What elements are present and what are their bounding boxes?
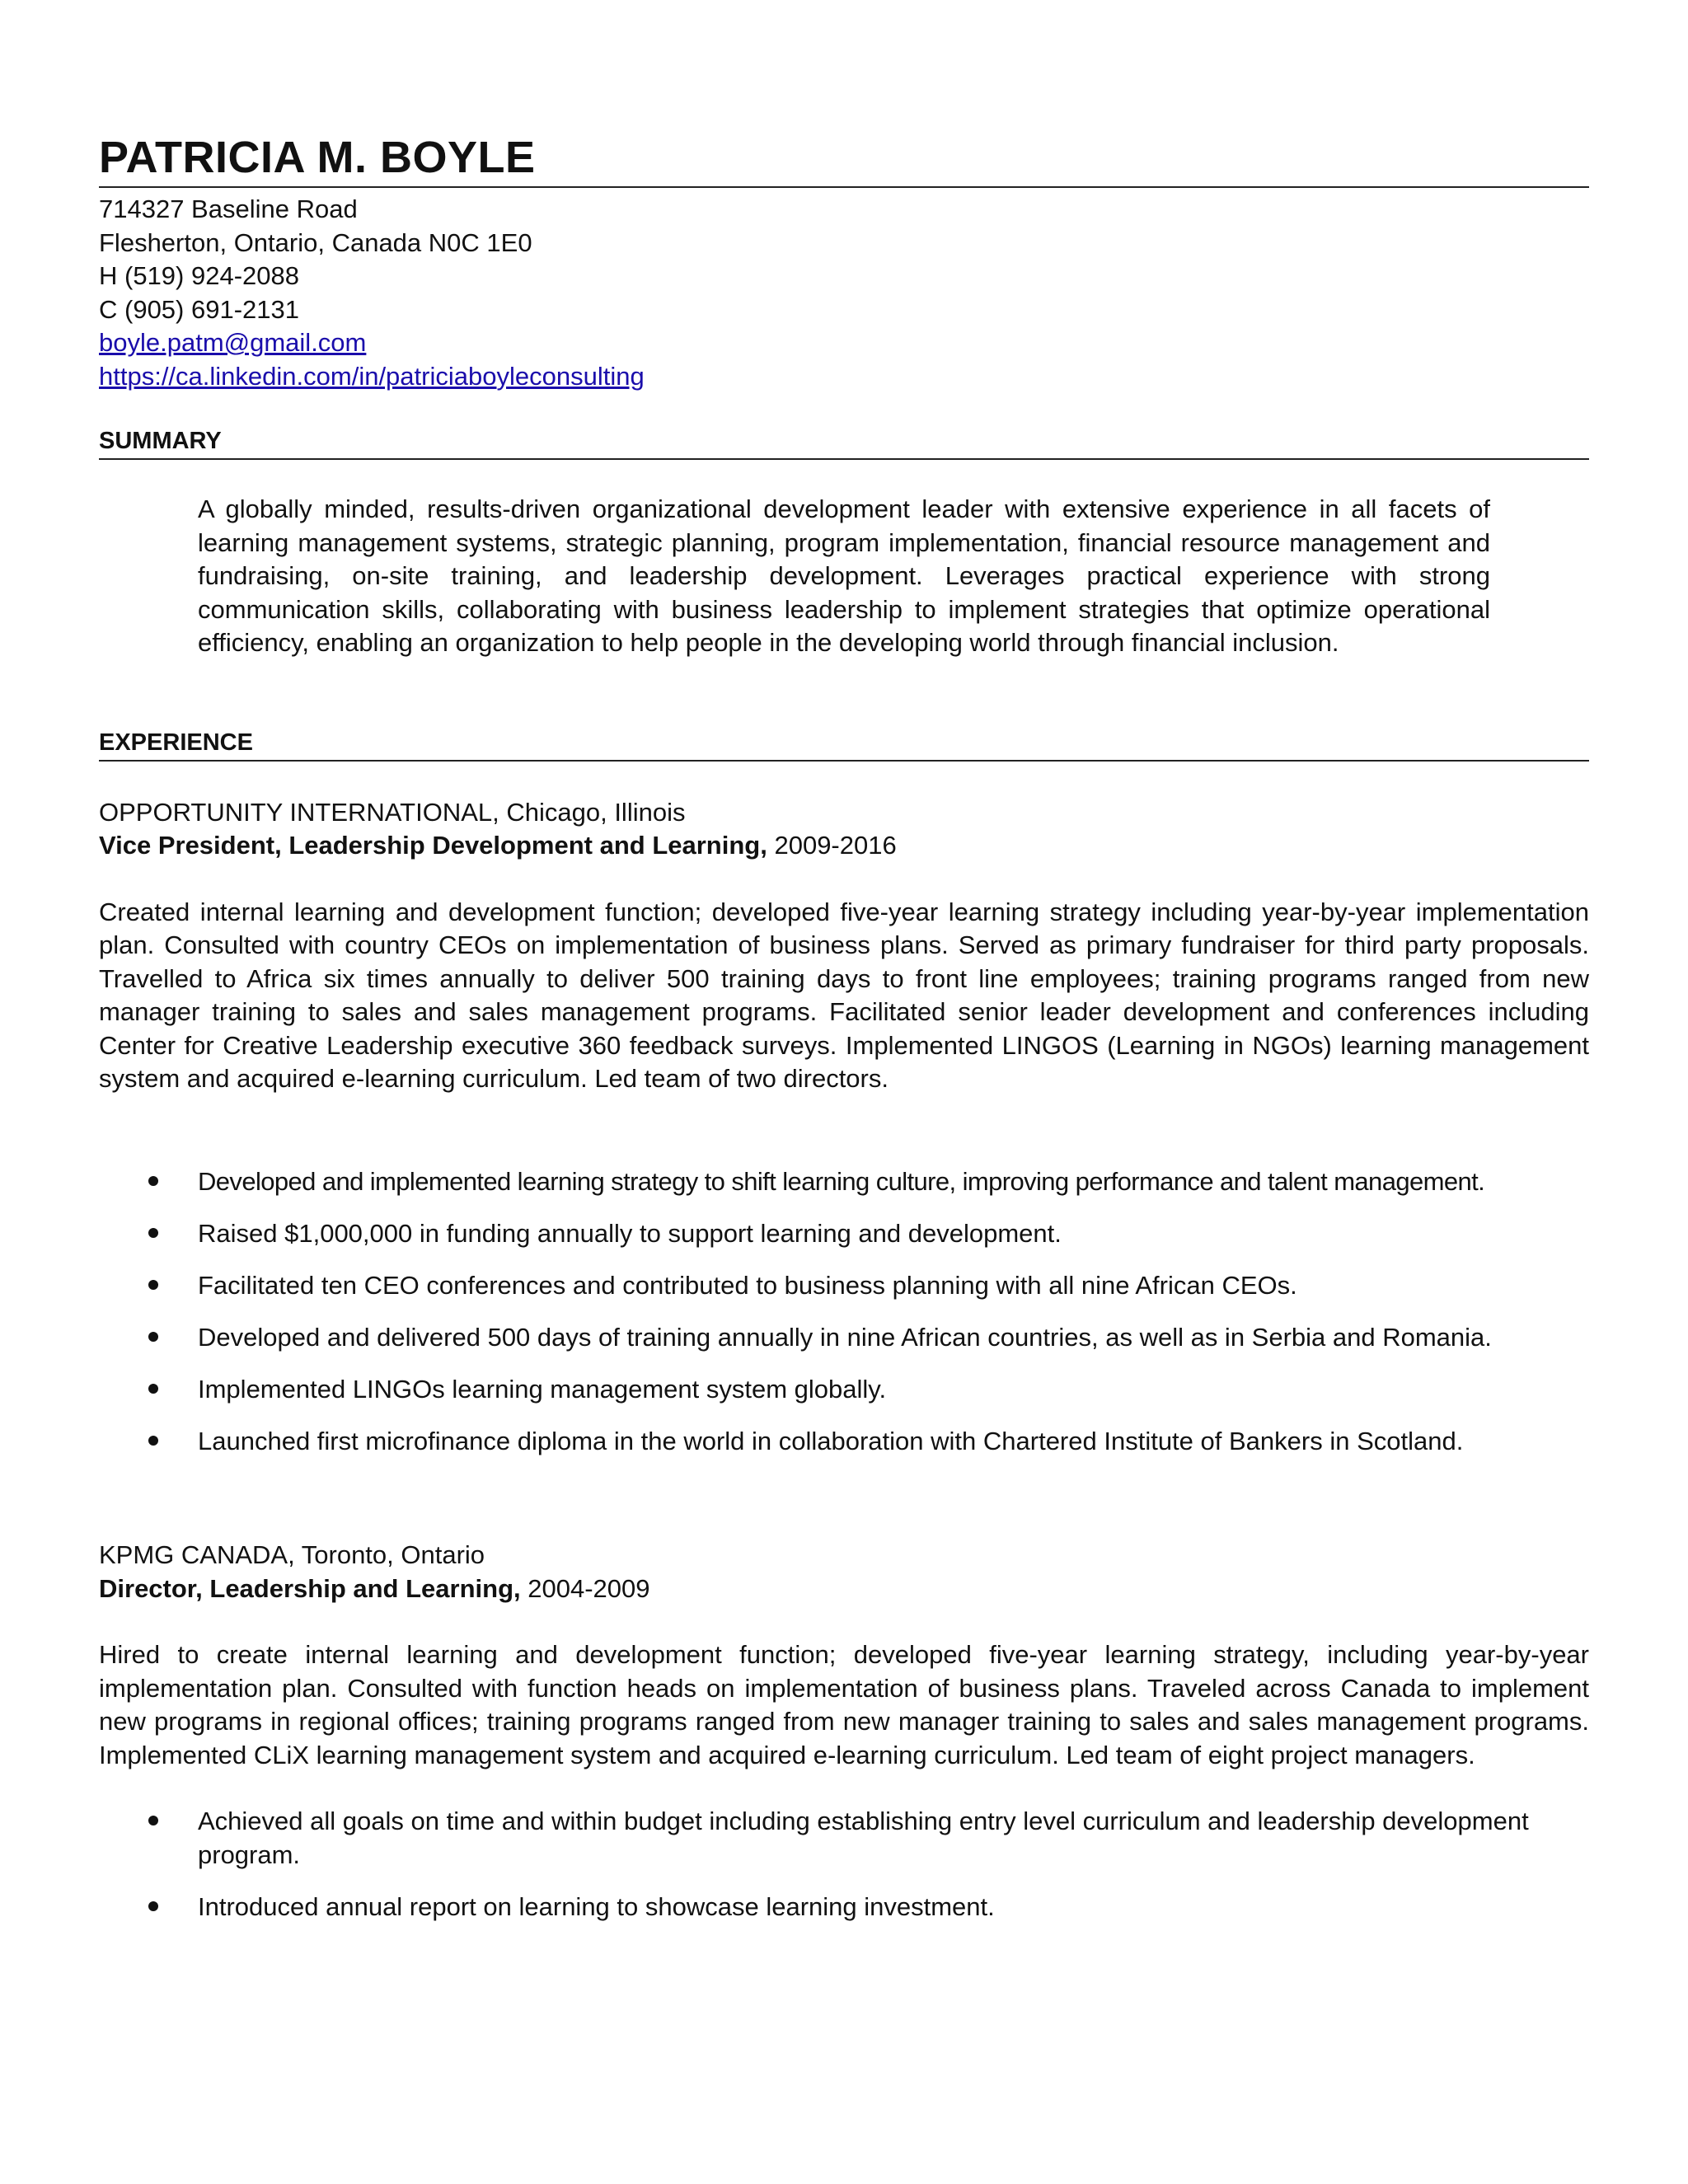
experience-section <box>99 729 1589 1924</box>
job-opportunity-international <box>99 796 1589 1459</box>
list-item <box>99 1165 1589 1199</box>
list-item <box>99 1805 1589 1872</box>
address-line-2: Flesherton, Ontario, Canada N0C 1E0 <box>99 227 532 257</box>
job-kpmg-canada <box>99 1539 1589 1924</box>
bullet-text: Developed and delivered 500 days of training annually in nine African countries, as well as in Serbia and Romania. <box>198 1322 1492 1352</box>
bullet-icon <box>148 1176 158 1186</box>
email-link[interactable]: boyle.patm@gmail.com <box>99 328 367 358</box>
list-item <box>99 1269 1589 1303</box>
bullet-icon <box>148 1384 158 1394</box>
cell-phone: C (905) 691-2131 <box>99 294 299 324</box>
summary-heading: SUMMARY <box>99 428 1589 460</box>
contact-block <box>99 193 1589 393</box>
experience-heading: EXPERIENCE <box>99 729 1589 762</box>
bullet-icon <box>148 1816 158 1825</box>
bullet-icon <box>148 1436 158 1446</box>
list-item <box>99 1217 1589 1251</box>
job-dates: 2004-2009 <box>528 1573 650 1603</box>
bullet-icon <box>148 1332 158 1342</box>
job-title: Vice President, Leadership Development and Learning, <box>99 831 767 860</box>
bullet-text: Introduced annual report on learning to showcase learning investment. <box>198 1891 995 1921</box>
bullet-text: Developed and implemented learning strategy to shift learning culture, improving performance and talent management. <box>198 1166 1485 1196</box>
role-line <box>99 1572 1589 1606</box>
bullet-icon <box>148 1228 158 1238</box>
linkedin-link[interactable]: https://ca.linkedin.com/in/patriciaboyleconsulting <box>99 361 645 391</box>
achievement-list <box>99 1165 1589 1459</box>
list-item <box>99 1321 1589 1355</box>
company-line: OPPORTUNITY INTERNATIONAL, Chicago, Illinois <box>99 797 686 827</box>
bullet-text: Implemented LINGOs learning management system globally. <box>198 1374 887 1404</box>
bullet-text: Facilitated ten CEO conferences and contributed to business planning with all nine African CEOs. <box>198 1270 1297 1300</box>
role-line <box>99 829 1589 863</box>
home-phone: H (519) 924-2088 <box>99 261 299 291</box>
job-dates: 2009-2016 <box>774 831 897 860</box>
bullet-icon <box>148 1901 158 1911</box>
job-description: Hired to create internal learning and development function; developed five-year learning strategy, including year-by-year implementation plan. Consulted with function heads on implementation of business plans. Traveled across Canada to implement new programs in regional offices; training programs ranged from new manager training to sales and sales management programs. Implemented CLiX learning management system and acquired e-learning curriculum. Led team of eight project managers. <box>99 1640 1589 1769</box>
resume-page <box>99 132 1589 1943</box>
name-divider <box>99 186 1589 188</box>
achievement-list <box>99 1805 1589 1924</box>
address-line-1: 714327 Baseline Road <box>99 194 358 224</box>
candidate-name: PATRICIA M. BOYLE <box>99 133 536 182</box>
summary-text: A globally minded, results-driven organizational development leader with extensive experience in all facets of learning management systems, strategic planning, program implementation, financial resource management and fundraising, on-site training, and leadership development. Leverages practical experience with strong communication skills, collaborating with business leadership to implement strategies that optimize operational efficiency, enabling an organization to help people in the developing world through financial inclusion. <box>198 494 1490 658</box>
company-line: KPMG CANADA, Toronto, Ontario <box>99 1540 485 1570</box>
bullet-text: Achieved all goals on time and within budget including establishing entry level curriculum and leadership development program. <box>198 1807 1529 1869</box>
bullet-text: Raised $1,000,000 in funding annually to support learning and development. <box>198 1218 1062 1248</box>
bullet-icon <box>148 1280 158 1290</box>
bullet-text: Launched first microfinance diploma in the world in collaboration with Chartered Institute of Bankers in Scotland. <box>198 1426 1464 1455</box>
list-item <box>99 1373 1589 1407</box>
job-title: Director, Leadership and Learning, <box>99 1573 521 1603</box>
summary-section <box>99 428 1589 660</box>
list-item <box>99 1425 1589 1459</box>
list-item <box>99 1891 1589 1924</box>
job-description: Created internal learning and development function; developed five-year learning strategy including year-by-year implementation plan. Consulted with country CEOs on implementation of business plans. Served as primary fundraiser for third party proposals. Travelled to Africa six times annually to deliver 500 training days to front line employees; training programs ranged from new manager training to sales and sales management programs. Facilitated senior leader development and conferences including Center for Creative Leadership executive 360 feedback surveys. Implemented LINGOS (Learning in NGOs) learning management system and acquired e-learning curriculum. Led team of two directors. <box>99 897 1589 1094</box>
